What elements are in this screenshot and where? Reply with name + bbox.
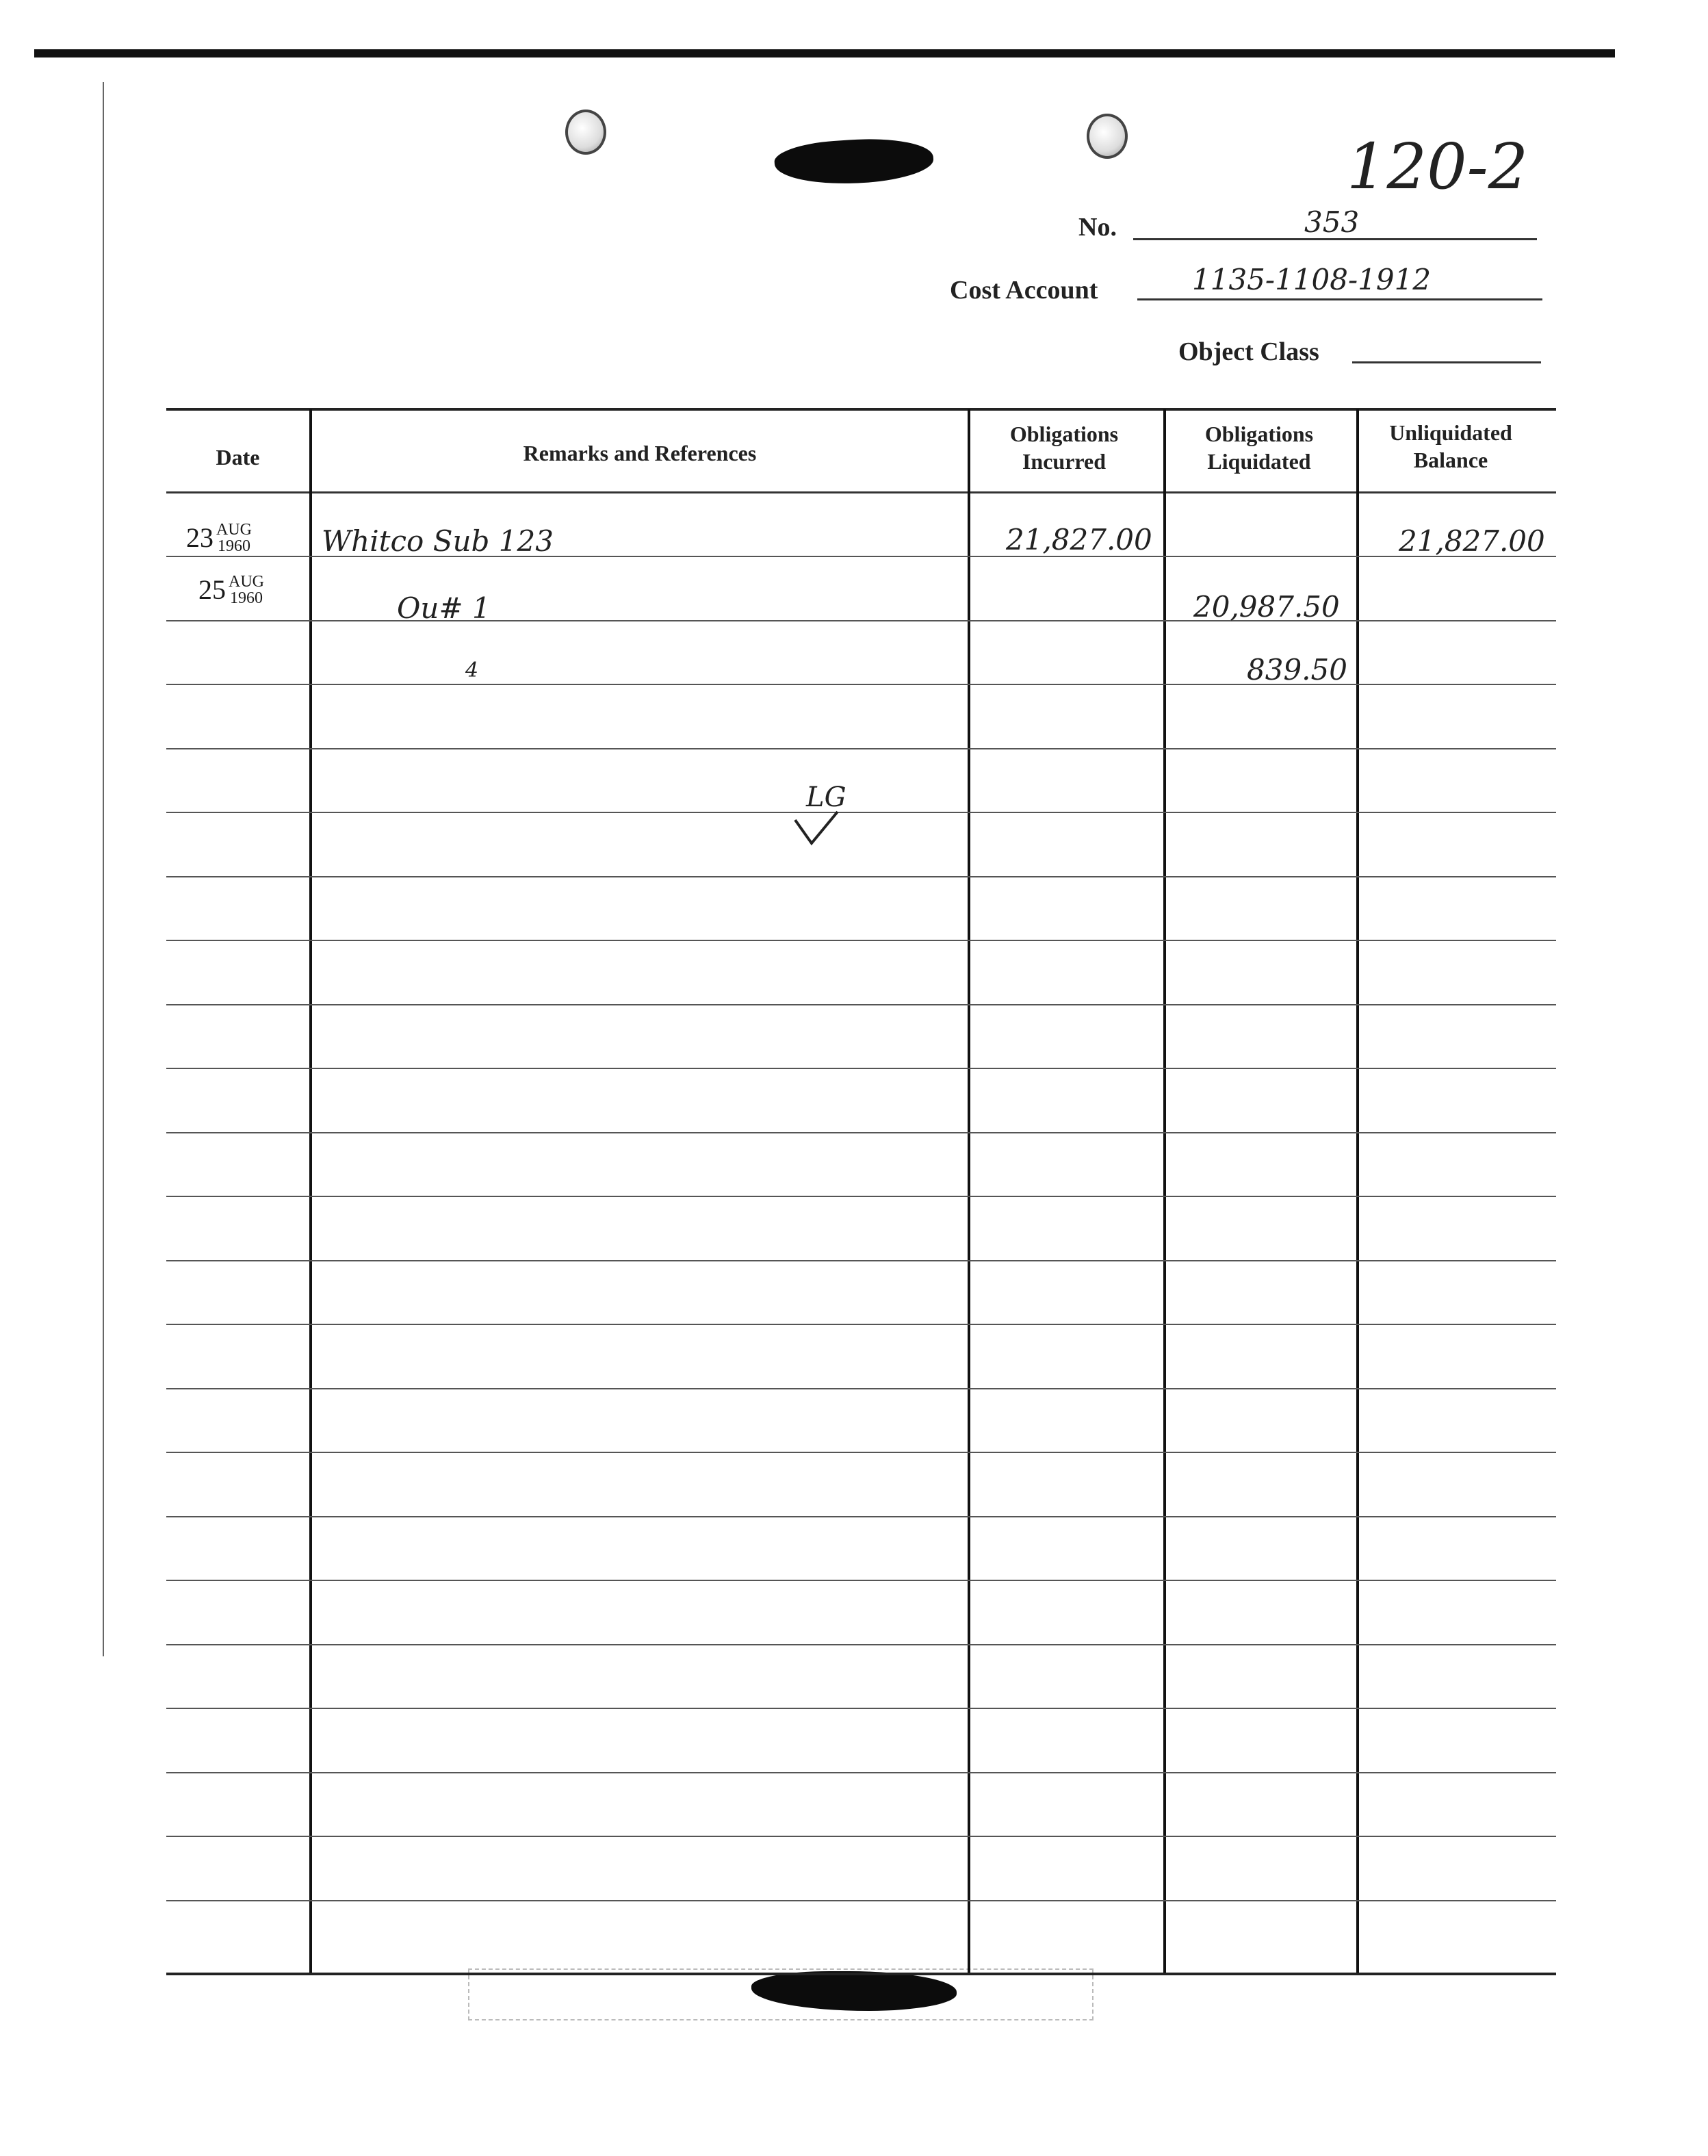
col-header-date: Date (216, 445, 260, 470)
ledger-row-rule (166, 748, 1556, 749)
ledger-row-rule (166, 812, 1556, 813)
ledger-row-rule (166, 1260, 1556, 1261)
column-separator (1163, 409, 1166, 1973)
col-header-obligations-incurred: Obligations Incurred (1009, 422, 1119, 474)
entry-unliquidated-balance: 21,827.00 (1399, 524, 1545, 558)
entry-month: AUG (229, 573, 264, 591)
ledger-row-rule (166, 620, 1556, 621)
ledger-row-rule (166, 1644, 1556, 1645)
column-separator (309, 409, 312, 1973)
object-class-label: Object Class (1178, 337, 1319, 366)
no-value: 353 (1304, 205, 1360, 239)
ledger-row-rule (166, 1516, 1556, 1517)
entry-date (198, 574, 264, 606)
ledger-row-rule (166, 1452, 1556, 1453)
entry-obligations-liquidated: 839.50 (1247, 653, 1347, 686)
ledger-row-rule (166, 1580, 1556, 1581)
ledger-row-rule (166, 1900, 1556, 1901)
entry-month: AUG (216, 521, 252, 539)
col-header-obligations-liquidated: Obligations Liquidated (1204, 422, 1314, 474)
entry-remarks: Whitco Sub 123 (322, 524, 554, 558)
check-mark-initials: LG (806, 782, 846, 813)
ledger-row-rule (166, 1068, 1556, 1069)
ledger-row-rule (166, 876, 1556, 877)
check-mark-icon (792, 808, 840, 849)
entry-day: 25 (198, 574, 226, 605)
cost-account-value: 1135-1108-1912 (1192, 263, 1432, 296)
entry-obligations-liquidated: 20,987.50 (1193, 590, 1340, 624)
ledger-row-rule (166, 684, 1556, 685)
ledger-row-rule (166, 1836, 1556, 1837)
ledger-row-rule (166, 1132, 1556, 1133)
ledger-row-rule (166, 1324, 1556, 1325)
ledger-row-rule (166, 1196, 1556, 1197)
no-label: No. (1078, 213, 1117, 242)
col-header-remarks: Remarks and References (523, 441, 757, 465)
column-separator (1356, 409, 1359, 1973)
column-separator (968, 409, 970, 1973)
col-header-unliquidated-balance: Unliquidated Balance (1389, 420, 1512, 472)
entry-date (186, 522, 252, 554)
header-bottom-rule (166, 491, 1556, 493)
table-bottom-rule (166, 1973, 1556, 1975)
ledger-row-rule (166, 1708, 1556, 1709)
page-number: 120-2 (1347, 130, 1529, 203)
ledger-row-rule (166, 1388, 1556, 1389)
ledger-row-rule (166, 1004, 1556, 1005)
ledger-row-rule (166, 940, 1556, 941)
entry-year: 1960 (218, 537, 250, 555)
ledger-row-rule (166, 1772, 1556, 1773)
entry-remarks: Ou# 1 (397, 591, 491, 625)
cost-account-label: Cost Account (950, 276, 1098, 305)
entry-obligations-incurred: 21,827.00 (1006, 523, 1152, 556)
entry-remarks: 4 (465, 658, 479, 682)
entry-day: 23 (186, 522, 214, 553)
entry-year: 1960 (230, 589, 263, 607)
table-top-rule (166, 408, 1556, 411)
